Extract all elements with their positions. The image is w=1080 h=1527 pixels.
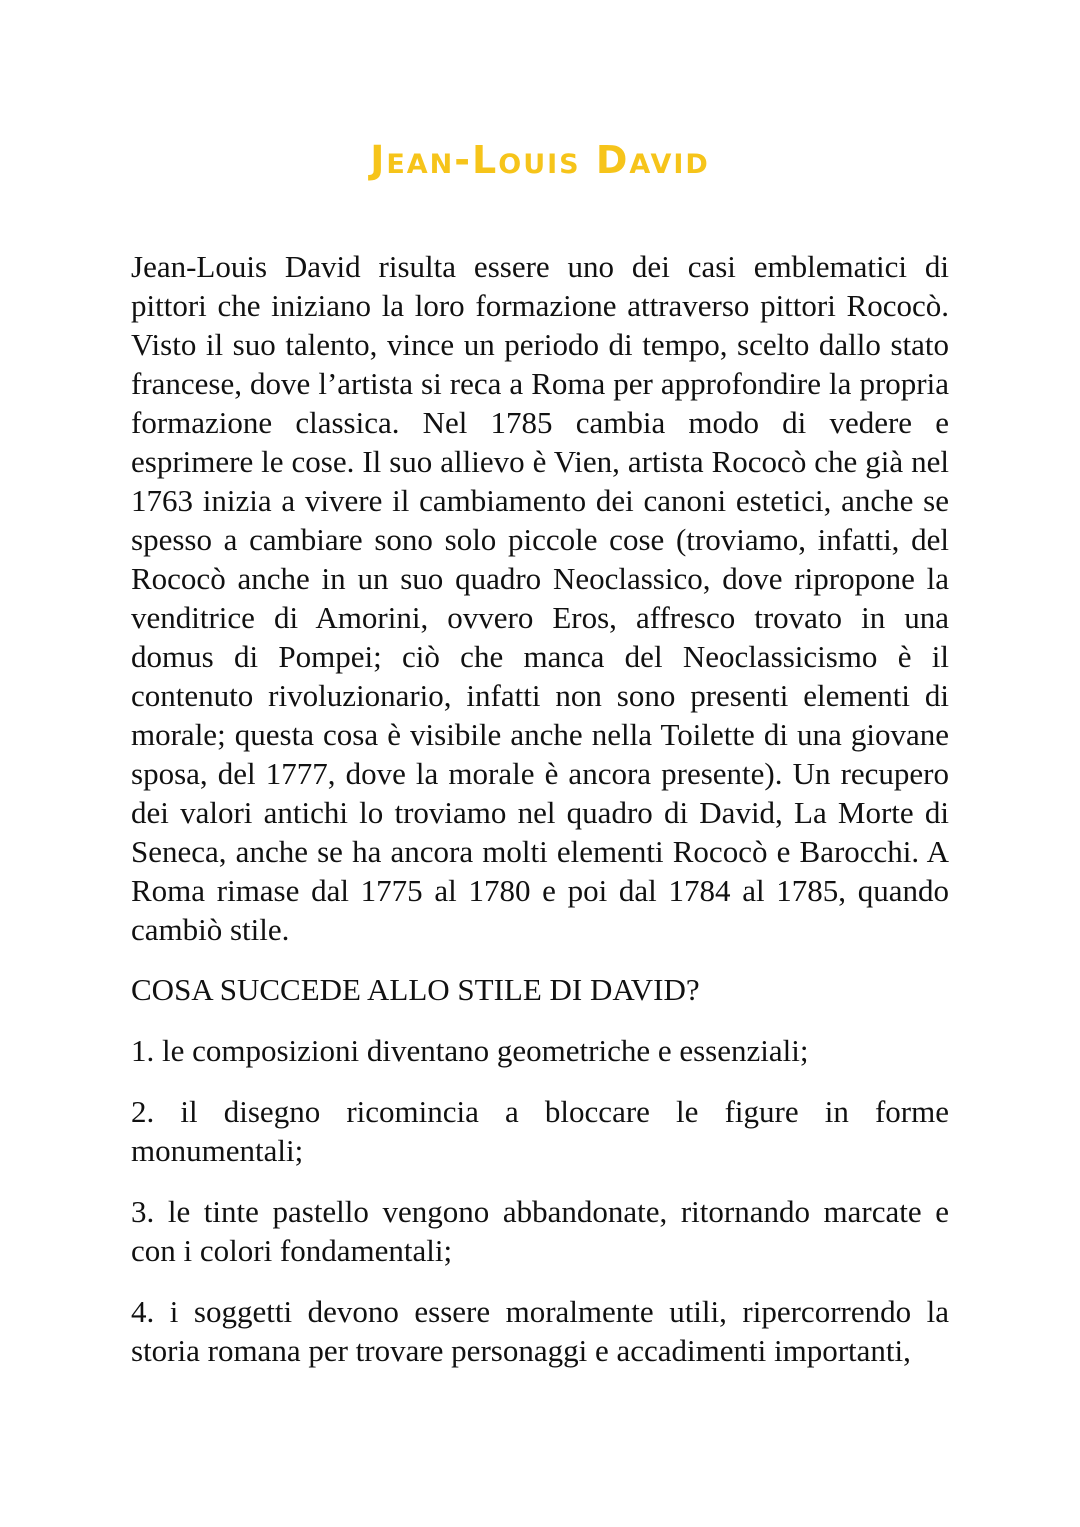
list-item: 2. il disegno ricomincia a bloccare le figure in forme monumentali; [131,1094,949,1168]
section-question: COSA SUCCEDE ALLO STILE DI DAVID? [131,972,700,1007]
list-item: 4. i soggetti devono essere moralmente utili, ripercorrendo la storia romana per trovare personaggi e accadimenti importanti, [131,1294,949,1368]
list-item: 1. le composizioni diventano geometriche e essenziali; [131,1033,809,1068]
intro-paragraph: Jean-Louis David risulta essere uno dei casi emblematici di pittori che iniziano la loro formazione attraverso pittori Rococò. Visto il suo talento, vince un periodo di tempo, scelto dallo stato francese, dove l’artista si reca a Roma per approfondire la propria formazione classica. Nel 1785 cambia modo di vedere e esprimere le cose. Il suo allievo è Vien, artista Rococò che già nel 1763 inizia a vivere il cambiamento dei canoni estetici, anche se spesso a cambiare sono solo piccole cose (troviamo, infatti, del Rococò anche in un suo quadro Neoclassico, dove ripropone la venditrice di Amorini, ovvero Eros, affresco trovato in una domus di Pompei; ciò che manca del Neoclassicismo è il contenuto rivoluzionario, infatti non sono presenti elementi di morale; questa cosa è visibile anche nella Toilette di una giovane sposa, del 1777, dove la morale è ancora presente). Un recupero dei valori antichi lo troviamo nel quadro di David, La Morte di Seneca, anche se ha ancora molti elementi Rococò e Barocchi. A Roma rimase dal 1775 al 1780 e poi dal 1784 al 1785, quando cambiò stile. [131,249,949,947]
list-item: 3. le tinte pastello vengono abbandonate, ritornando marcate e con i colori fondamentali; [131,1194,949,1268]
page-title: Jean-Louis David [370,138,710,182]
